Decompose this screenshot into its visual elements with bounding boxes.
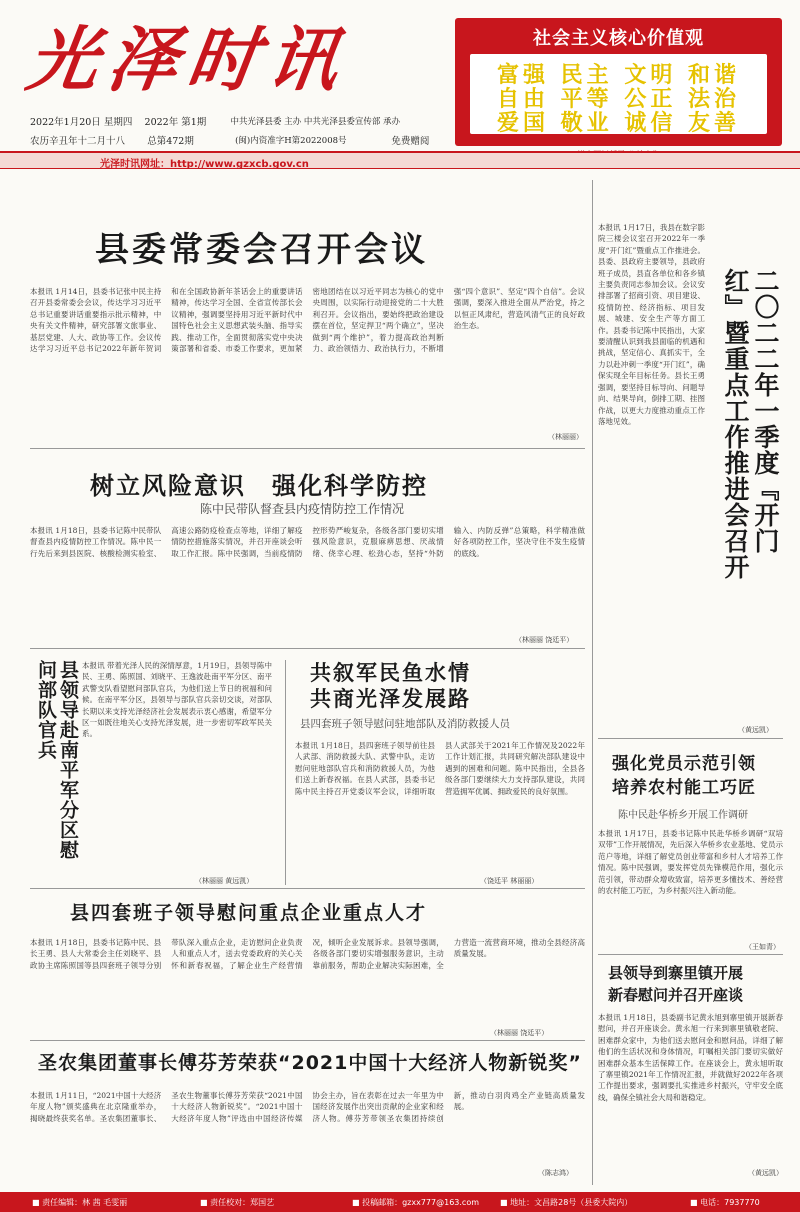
headline-epidemic-control: 树立风险意识 强化科学防控 xyxy=(90,472,428,500)
website-url[interactable]: 光泽时讯网址：http://www.gzxcb.gov.cn xyxy=(100,159,309,170)
article-body: 本报讯 1月18日，县委书记陈中民带队督查县内疫情防控工作情况。陈中民一行先后来到县医院、核酸检测实验室、高速公路防疫检查点等地，详细了解疫情防控措施落实情况，并召开座谈会听取工作汇报。陈中民强调，当前疫情防控形势严峻复杂，各级各部门要切实增强风险意识，克服麻痹思想、厌战情绪、侥幸心理、松劲心态，坚持“外防输入、内防反弹”总策略，科学精准做好各项防控工作，坚决守住不发生疫情的底线。 xyxy=(30,526,585,558)
article-zhaili-visit xyxy=(598,1012,783,1167)
byline: （林丽丽 饶廷平） xyxy=(515,636,574,644)
newspaper-logo: 光泽时讯 xyxy=(22,18,354,101)
headline-military-civilian-2: 共商光泽发展路 xyxy=(310,687,471,711)
website-bar xyxy=(0,151,800,169)
byline: （王如青） xyxy=(745,943,780,951)
byline: （林丽丽 饶廷平） xyxy=(490,1029,549,1037)
article-standing-committee xyxy=(30,286,585,431)
article-body: 本报讯 带着光泽人民的深情厚意，1月19日，县领导陈中民、王勇、陈照国、刘晓平、王逸波赴南平军分区、南平武警支队看望慰问部队官兵，为他们送上节日的祝福和问候。在南平军分区，县领导与部队官兵亲切交谈，对部队长期以来支持光泽经济社会发展表示衷心感谢，希望军分区一如既往地关心支持光泽发展，进一步密切军政军民关系。 xyxy=(82,661,272,739)
headline-zhaili-visit-2: 新春慰问并召开座谈 xyxy=(608,986,744,1004)
headline-party-member-1: 强化党员示范引领 xyxy=(612,754,756,774)
divider xyxy=(598,954,783,955)
footer-proofreader: ■ 责任校对：郑国艺 xyxy=(200,1198,275,1207)
article-army-visit xyxy=(82,660,272,870)
core-values-box xyxy=(455,18,782,146)
headline-q1-meeting: 二〇二二年一季度『开门红』暨重点工作推进会召开 xyxy=(721,268,780,580)
subheadline-military-civilian: 县四套班子领导慰问驻地部队及消防救援人员 xyxy=(300,718,510,730)
article-body: 本报讯 1月14日，县委书记张中民主持召开县委常委会会议，传达学习习近平总书记重要讲话重要指示批示精神，中央有关文件精神，研究部署文旅事业、基层党建、人大、政协等工作。会议传达学习习近平总书记2022年新年贺词和在全国政协新年茶话会上的重要讲话精神，传达学习全国、全省宣传部长会议精神，强调要坚持用习近平新时代中国特色社会主义思想武装头脑、指导实践、推动工作，全面贯彻落实党中央决策部署和省委、市委工作要求，更加紧密地团结在以习近平同志为核心的党中央周围，以实际行动迎接党的二十大胜利召开。会议指出，要始终把政治建设摆在首位，坚定捍卫“两个确立”，坚决做到“两个维护”，着力提高政治判断力、政治领悟力、政治执行力，不断增强“四个意识”、坚定“四个自信”。会议强调，要深入推进全面从严治党，持之以恒正风肃纪，营造风清气正的良好政治生态。 xyxy=(30,287,585,354)
core-values-grid xyxy=(470,54,767,134)
footer-email[interactable]: ■ 投稿邮箱：gzxx777@163.com xyxy=(352,1198,480,1207)
subheadline-party-member: 陈中民赴华桥乡开展工作调研 xyxy=(618,810,748,821)
masthead-meta xyxy=(30,113,450,151)
divider xyxy=(285,660,286,885)
headline-zhaili-visit-1: 县领导到寨里镇开展 xyxy=(608,964,744,982)
core-values-line-1: 富强 民主 文明 和谐 xyxy=(497,63,740,88)
headline-enterprise-visit: 县四套班子领导慰问重点企业重点人才 xyxy=(70,902,428,924)
footer-address: ■ 地址：文昌路28号（县委大院内） xyxy=(500,1198,633,1207)
byline: （黄远凯） xyxy=(748,1169,783,1177)
divider xyxy=(30,648,585,649)
byline: （饶廷平 林丽丽） xyxy=(480,877,539,885)
sponsor-line: 中共光泽县委 主办 中共光泽县委宣传部 承办 xyxy=(230,117,401,127)
headline-sunner-award: 圣农集团董事长傅芬芳荣获“2021中国十大经济人物新锐奖” xyxy=(38,1052,582,1074)
article-sunner-award xyxy=(30,1090,585,1180)
subheadline-epidemic-control: 陈中民带队督查县内疫情防控工作情况 xyxy=(200,502,405,516)
article-q1-meeting xyxy=(598,222,705,592)
byline: （林丽丽 黄远凯） xyxy=(195,877,254,885)
divider xyxy=(30,448,585,449)
article-q1-meeting-continued xyxy=(598,596,778,656)
publication-permit: (闽)内资准字H第2022008号 xyxy=(235,136,347,146)
headline-party-member-2: 培养农村能工巧匠 xyxy=(612,778,756,798)
page-footer xyxy=(0,1192,800,1212)
free-distribution: 免费赠阅 xyxy=(391,136,430,147)
core-values-title: 社会主义核心价值观 xyxy=(533,28,704,49)
core-values-line-3: 爱国 敬业 诚信 友善 xyxy=(497,111,740,136)
core-values-line-2: 自由 平等 公正 法治 xyxy=(497,87,740,112)
byline: （陈志鸿） xyxy=(538,1169,573,1177)
article-epidemic-control xyxy=(30,525,585,633)
column-divider xyxy=(592,180,593,1185)
issue-date: 2022年1月20日 星期四 xyxy=(30,117,133,128)
footer-phone: ■ 电话：7937770 xyxy=(690,1198,760,1207)
byline: （黄远凯） xyxy=(738,726,773,734)
article-body: 本报讯 1月17日，县委书记陈中民赴华桥乡调研“双培双带”工作开展情况，先后深入华桥乡农业基地、党员示范户等地，详细了解党员创业带富和乡村人才培养工作情况。陈中民强调，要发挥党员先锋模范作用，强化示范引领，带动群众增收致富，培养更多懂技术、善经营的农村能工巧匠，为乡村振兴注入新动能。 xyxy=(598,829,783,896)
headline-military-civilian-1: 共叙军民鱼水情 xyxy=(310,661,471,685)
article-body: 本报讯 1月11日，“2021中国十大经济年度人物”颁奖盛典在北京隆重举办，揭晓最终获奖名单。圣农集团董事长、圣农生物董事长傅芬芳荣获“2021中国十大经济人物新锐奖”。“2021中国十大经济年度人物”评选由中国经济传媒协会主办，旨在表彰在过去一年里为中国经济发展作出突出贡献的企业家和经济人物。傅芬芳带领圣农集团持续创新，推动白羽肉鸡全产业链高质量发展。 xyxy=(30,1091,585,1123)
article-party-member xyxy=(598,828,783,940)
article-body: 本报讯 1月17日，我县在数字影院三楼会议室召开2022年一季度“开门红”暨重点工作推进会。县委、县政府主要领导，县政府班子成员，县直各单位和各乡镇主要负责同志参加会议。会议安排部署了招商引资、项目建设、疫情防控、经济指标、项目发展、城建、安全生产等方面工作。县委书记陈中民指出，大家要清醒认识到我县面临的机遇和挑战，坚定信心、真抓实干，全力以赴冲刺一季度“开门红”，确保实现全年目标任务。县长王勇强调，要坚持目标导向、问题导向、结果导向，倒排工期、挂图作战，以更大力度推动重点工作落地见效。 xyxy=(598,223,705,426)
divider xyxy=(30,1040,585,1041)
article-body: 本报讯 1月18日，县委书记陈中民、县长王勇、县人大常委会主任刘晓平、县政协主席陈照国等县四套班子领导分别带队深入重点企业，走访慰问企业负责人和重点人才，送去党委政府的关心关怀和新春祝福，了解企业生产经营情况，倾听企业发展诉求。县领导强调，各级各部门要切实增强服务意识，主动靠前服务，帮助企业解决实际困难，全力营造一流营商环境，推动全县经济高质量发展。 xyxy=(30,938,585,970)
headline-standing-committee: 县委常委会召开会议 xyxy=(95,230,428,270)
footer-editor: ■ 责任编辑：林 茜 毛雯丽 xyxy=(32,1198,128,1207)
issue-number: 2022年 第1期 xyxy=(144,117,207,128)
article-enterprise-visit xyxy=(30,937,585,1027)
masthead xyxy=(0,0,800,180)
byline: （林丽丽） xyxy=(548,433,583,441)
headline-army-visit: 县领导赴南平军分区慰问部队官兵 xyxy=(35,660,79,860)
total-issue: 总第472期 xyxy=(147,136,194,147)
divider xyxy=(30,888,585,889)
article-body: 本报讯 1月18日，县委副书记黄永旭到寨里镇开展新春慰问，并召开座谈会。黄永旭一行来到寨里镇敬老院、困难群众家中，为他们送去慰问金和慰问品，详细了解他们的生活状况和身体情况，叮嘱相关部门要切实做好困难群众基本生活保障工作。在座谈会上，黄永旭听取了寨里镇2021年工作情况汇报，并就做好2022年各项工作提出要求，强调要扎实推进乡村振兴，守牢安全底线，确保全镇社会大局和谐稳定。 xyxy=(598,1013,783,1102)
lunar-date: 农历辛丑年十二月十八 xyxy=(30,136,126,147)
article-body: 本报讯 1月18日，县四套班子领导前往县人武部、消防救援大队、武警中队，走访慰问驻地部队官兵和消防救援人员，为他们送上新春祝福。在县人武部，县委书记陈中民主持召开党委议军会议，详细听取县人武部关于2021年工作情况及2022年工作计划汇报，共同研究解决部队建设中遇到的困难和问题。陈中民指出，全县各级各部门要继续大力支持部队建设，共同营造拥军优属、拥政爱民的良好氛围。 xyxy=(295,741,585,796)
article-military-civilian xyxy=(295,740,585,870)
divider xyxy=(598,738,783,739)
